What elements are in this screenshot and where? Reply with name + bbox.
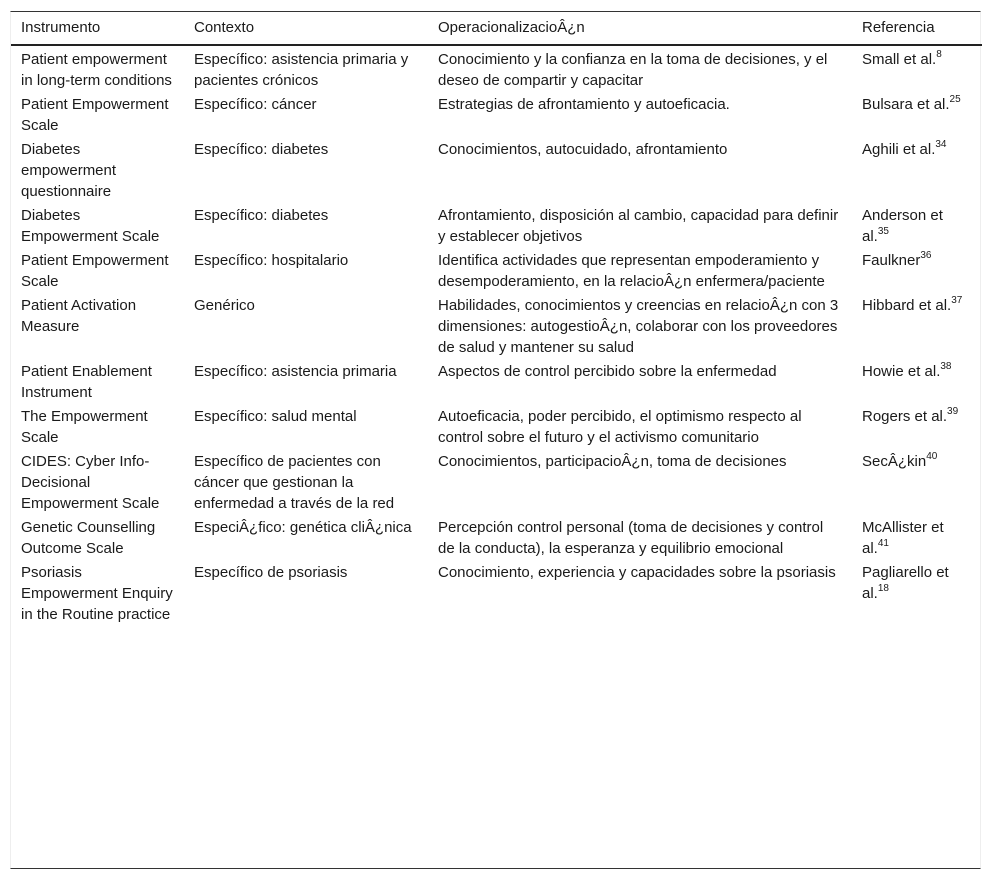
reference-author: Rogers et al. bbox=[862, 408, 948, 425]
table-row bbox=[11, 403, 982, 448]
cell-instrumento: Diabetes Empowerment Scale bbox=[21, 207, 160, 245]
cell-contexto: Específico: asistencia primaria bbox=[194, 363, 397, 380]
cell-referencia bbox=[852, 247, 982, 292]
reference-author: Hibbard et al. bbox=[862, 297, 952, 314]
header-operacionalizacion: OperacionalizacioÂ¿n bbox=[428, 12, 852, 45]
cell-contexto: Específico: asistencia primaria y pacientes crónicos bbox=[194, 51, 409, 89]
cell-operacionalizacion: Identifica actividades que representan empoderamiento y desempoderamiento, en la relacioÂ¿n enfermera/paciente bbox=[438, 252, 825, 290]
reference-author: Aghili et al. bbox=[862, 141, 936, 158]
header-referencia: Referencia bbox=[852, 12, 982, 45]
cell-referencia bbox=[852, 514, 982, 559]
reference-number: 41 bbox=[877, 538, 889, 549]
table-row bbox=[11, 559, 982, 625]
cell-referencia bbox=[852, 136, 982, 202]
table-row bbox=[11, 358, 982, 403]
cell-referencia bbox=[852, 292, 982, 358]
cell-operacionalizacion: Percepción control personal (toma de decisiones y control de la conducta), la esperanza y equilibrio emocional bbox=[438, 519, 824, 557]
cell-operacionalizacion: Aspectos de control percibido sobre la enfermedad bbox=[438, 363, 777, 380]
reference-author: Pagliarello et al. bbox=[862, 564, 949, 602]
reference-number: 8 bbox=[936, 49, 942, 60]
cell-instrumento: Patient Enablement Instrument bbox=[21, 363, 152, 401]
table-body bbox=[11, 45, 982, 625]
table-row bbox=[11, 448, 982, 514]
cell-instrumento: The Empowerment Scale bbox=[21, 408, 148, 446]
cell-instrumento: Patient empowerment in long-term conditions bbox=[21, 51, 172, 89]
cell-operacionalizacion: Estrategias de afrontamiento y autoeficacia. bbox=[438, 96, 730, 113]
cell-instrumento: Psoriasis Empowerment Enquiry in the Routine practice bbox=[21, 564, 173, 623]
cell-contexto: Específico: hospitalario bbox=[194, 252, 349, 269]
reference-author: Howie et al. bbox=[862, 363, 941, 380]
cell-contexto: Específico: diabetes bbox=[194, 207, 329, 224]
reference-author: Bulsara et al. bbox=[862, 96, 950, 113]
cell-operacionalizacion: Conocimientos, autocuidado, afrontamiento bbox=[438, 141, 728, 158]
cell-operacionalizacion: Autoeficacia, poder percibido, el optimismo respecto al control sobre el futuro y el activismo comunitario bbox=[438, 408, 802, 446]
cell-referencia bbox=[852, 448, 982, 514]
reference-number: 40 bbox=[926, 451, 938, 462]
reference-author: Small et al. bbox=[862, 51, 937, 68]
cell-contexto: Específico: cáncer bbox=[194, 96, 317, 113]
table-row bbox=[11, 136, 982, 202]
reference-number: 38 bbox=[940, 361, 952, 372]
reference-number: 25 bbox=[949, 94, 961, 105]
instruments-table-container bbox=[10, 11, 981, 869]
cell-instrumento: CIDES: Cyber Info-Decisional Empowerment Scale bbox=[21, 453, 160, 512]
cell-operacionalizacion: Conocimiento y la confianza en la toma de decisiones, y el deseo de compartir y capacitar bbox=[438, 51, 828, 89]
reference-number: 36 bbox=[920, 250, 932, 261]
cell-contexto: Genérico bbox=[194, 297, 255, 314]
cell-referencia bbox=[852, 202, 982, 247]
table-header-row bbox=[11, 12, 982, 45]
cell-contexto: Específico de psoriasis bbox=[194, 564, 348, 581]
header-contexto: Contexto bbox=[184, 12, 428, 45]
cell-operacionalizacion: Habilidades, conocimientos y creencias en relacioÂ¿n con 3 dimensiones: autogestioÂ¿n, colaborar con los proveedores de salud y mantener su salud bbox=[438, 297, 839, 356]
reference-number: 37 bbox=[951, 295, 963, 306]
cell-instrumento: Patient Empowerment Scale bbox=[21, 252, 169, 290]
table-row bbox=[11, 45, 982, 91]
cell-contexto: EspeciÂ¿fico: genética cliÂ¿nica bbox=[194, 519, 412, 536]
cell-operacionalizacion: Afrontamiento, disposición al cambio, capacidad para definir y establecer objetivos bbox=[438, 207, 839, 245]
cell-operacionalizacion: Conocimientos, participacioÂ¿n, toma de decisiones bbox=[438, 453, 787, 470]
reference-number: 18 bbox=[877, 583, 889, 594]
reference-number: 35 bbox=[877, 226, 889, 237]
reference-author: Anderson et al. bbox=[862, 207, 943, 245]
header-instrumento: Instrumento bbox=[11, 12, 184, 45]
cell-instrumento: Diabetes empowerment questionnaire bbox=[21, 141, 117, 200]
cell-operacionalizacion: Conocimiento, experiencia y capacidades sobre la psoriasis bbox=[438, 564, 836, 581]
table-row bbox=[11, 91, 982, 136]
reference-author: Faulkner bbox=[862, 252, 921, 269]
cell-referencia bbox=[852, 358, 982, 403]
reference-author: McAllister et al. bbox=[862, 519, 944, 557]
cell-contexto: Específico de pacientes con cáncer que gestionan la enfermedad a través de la red bbox=[194, 453, 395, 512]
reference-number: 39 bbox=[947, 406, 959, 417]
cell-contexto: Específico: diabetes bbox=[194, 141, 329, 158]
cell-instrumento: Genetic Counselling Outcome Scale bbox=[21, 519, 156, 557]
cell-referencia bbox=[852, 403, 982, 448]
table-row bbox=[11, 202, 982, 247]
table-row bbox=[11, 247, 982, 292]
reference-author: SecÂ¿kin bbox=[862, 453, 927, 470]
cell-instrumento: Patient Empowerment Scale bbox=[21, 96, 169, 134]
cell-referencia bbox=[852, 91, 982, 136]
reference-number: 34 bbox=[935, 139, 947, 150]
cell-referencia bbox=[852, 45, 982, 91]
cell-referencia bbox=[852, 559, 982, 625]
cell-contexto: Específico: salud mental bbox=[194, 408, 357, 425]
table-row bbox=[11, 292, 982, 358]
cell-instrumento: Patient Activation Measure bbox=[21, 297, 137, 335]
instruments-table bbox=[11, 12, 982, 625]
table-row bbox=[11, 514, 982, 559]
